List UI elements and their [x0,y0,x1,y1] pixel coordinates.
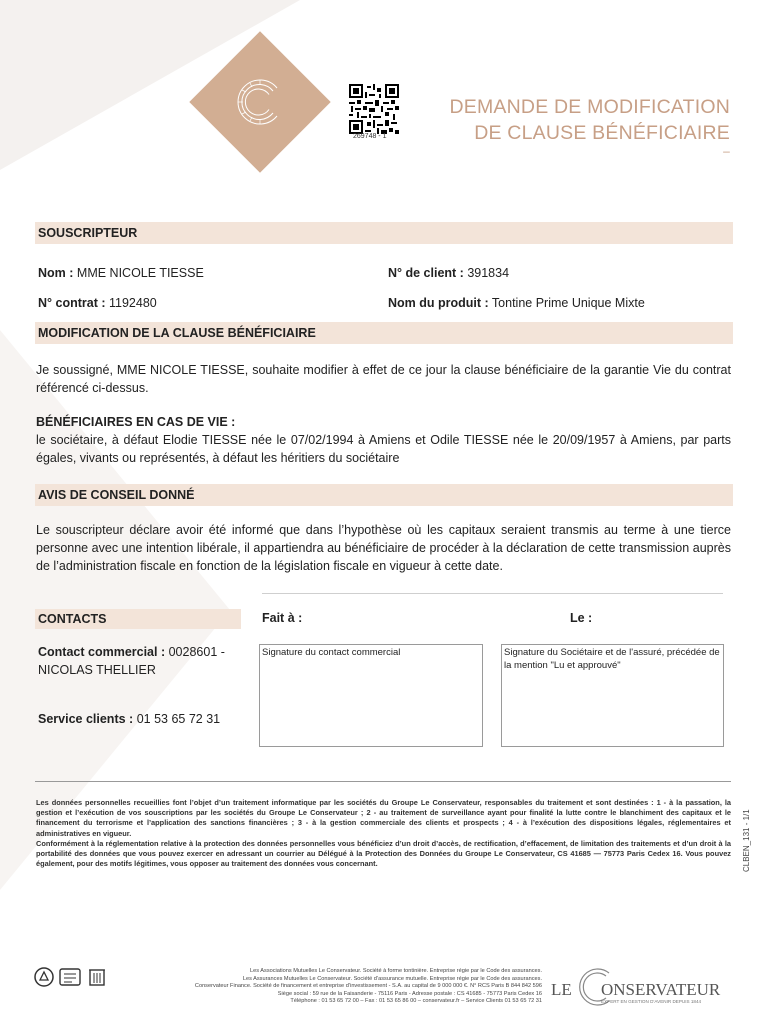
footer-text [110,968,542,1006]
legal-paragraph-2: Conformément à la réglementation relative à la protection des données personnelles vous bénéficiez d’un droit d’accès, de rectification, d’effacement, de limitation des traitements et d’un droit à la portabilité des données que vous pouvez exercer en adressant un courrier au Délégué à la Protection des Données du Groupe Le Conservateur, CS 41685 — 75773 Paris Cedex 16. Vous pouvez également, pour des motifs légitimes, vous opposer au traitement des données vous concernant. [36,838,731,869]
footer-line-2: Les Assurances Mutuelles Le Conservateur. Société d’assurance mutuelle. Entreprise régie par le Code des assurances. [242,975,542,982]
nom-value: MME NICOLE TIESSE [76,266,204,280]
title-line-2: DE CLAUSE BÉNÉFICIAIRE [474,122,730,144]
brand-tagline: EXPERT EN GESTION D’AVENIR DEPUIS 1844 [601,999,702,1004]
nom-field [38,266,204,280]
footer-line-3: Conservateur Finance. Société de financement et entreprise d’investissement - S.A. au capital de 9 000 000 €. N° RCS Paris B 844 842 596 [194,983,542,990]
contact-commercial-value: 0028601 - NICOLAS THELLIER [38,645,225,677]
recycling-icons [34,966,110,988]
footer-line-5: Téléphone : 01 53 65 72 00 – Fax : 01 53 65 86 00 – conservateur.fr – Service Clients 01 53 65 72 31 [290,998,542,1005]
section-contacts-header: CONTACTS [35,609,241,629]
beneficiaires-title: BÉNÉFICIAIRES EN CAS DE VIE : [36,415,236,429]
title-line-1: DEMANDE DE MODIFICATION [449,96,730,118]
document-reference: CLBEN_131 - 1/1 [742,809,751,872]
brand-logo [549,965,739,1013]
section-modification-header: MODIFICATION DE LA CLAUSE BÉNÉFICIAIRE [35,322,733,344]
contrat-field [38,296,157,310]
divider [262,593,723,594]
signature-box-societaire[interactable]: Signature du Sociétaire et de l'assuré, précédée de la mention "Lu et approuvé" [501,644,724,747]
signature-box-commercial[interactable]: Signature du contact commercial [259,644,483,747]
produit-field [388,296,645,310]
brand-le: LE [551,980,572,999]
title-dash: – [723,144,730,158]
avis-text: Le souscripteur déclare avoir été informé que dans l’hypothèse où les capitaux seraient transmis au terme à une tierce personne avec une intention libérale, il appartiendra au bénéficiaire de procéder à la déclaration de cette transmission auprès de l’administration fiscale en fonction de la législation fiscale en vigueur à cette date. [36,523,731,573]
footer-line-1: Les Associations Mutuelles Le Conservateur. Société à forme tontinière. Entreprise régie par le Code des assurances. [250,968,542,974]
client-value: 391834 [467,266,510,280]
le-label: Le : [570,611,593,625]
logo-c-icon [233,75,287,129]
contact-commercial-label: Contact commercial : [38,645,166,659]
service-clients [38,712,220,726]
brand-name: ONSERVATEUR [601,980,721,999]
qr-code-number: 269748 - 1 [353,133,387,140]
qr-code-icon [349,84,399,134]
client-field [388,266,509,280]
section-avis-header: AVIS DE CONSEIL DONNÉ [35,484,733,506]
legal-divider [35,781,731,782]
beneficiaires-text: le sociétaire, à défaut Elodie TIESSE née le 07/02/1994 à Amiens et Odile TIESSE née le 20/09/1957 à Amiens, par parts égales, vivants ou représentés, à défaut les héritiers du sociétaire [36,433,731,465]
nom-label: Nom : [38,266,74,280]
legal-text [36,798,731,869]
footer-line-4: Siège social : 59 rue de la Faisanderie - 75116 Paris - Adresse postale : CS 41685 - 75773 Paris Cedex 16 [277,990,542,997]
contrat-value: 1192480 [108,296,157,310]
contact-commercial [38,643,248,679]
document-title [450,94,731,156]
client-label: N° de client : [388,266,464,280]
contrat-label: N° contrat : [38,296,106,310]
produit-label: Nom du produit : [388,296,489,310]
service-clients-label: Service clients : [38,712,134,726]
section-souscripteur-header: SOUSCRIPTEUR [35,222,733,244]
service-clients-value: 01 53 65 72 31 [136,712,221,726]
modification-intro: Je soussigné, MME NICOLE TIESSE, souhaite modifier à effet de ce jour la clause bénéficiaire de la garantie Vie du contrat référencé ci-dessus. [36,363,731,395]
legal-paragraph-1: Les données personnelles recueillies font l’objet d’un traitement informatique par les sociétés du Groupe Le Conservateur, responsables du traitement et sont destinées : 1 - à la passation, la gestion et l’exécution de vos souscriptions par les sociétés du Groupe Le Conservateur ; 2 - au traitement de surveillance ayant pour finalité la lutte contre le blanchiment des capitaux et le financement du terrorisme et l’application des sanctions financières ; 3 - à la gestion commerciale des clients et prospects ; 4 - à l’exécution des dispositions légales, réglementaires et administratives en vigueur. [36,798,731,838]
fait-a-label: Fait à : [262,611,303,625]
produit-value: Tontine Prime Unique Mixte [491,296,645,310]
